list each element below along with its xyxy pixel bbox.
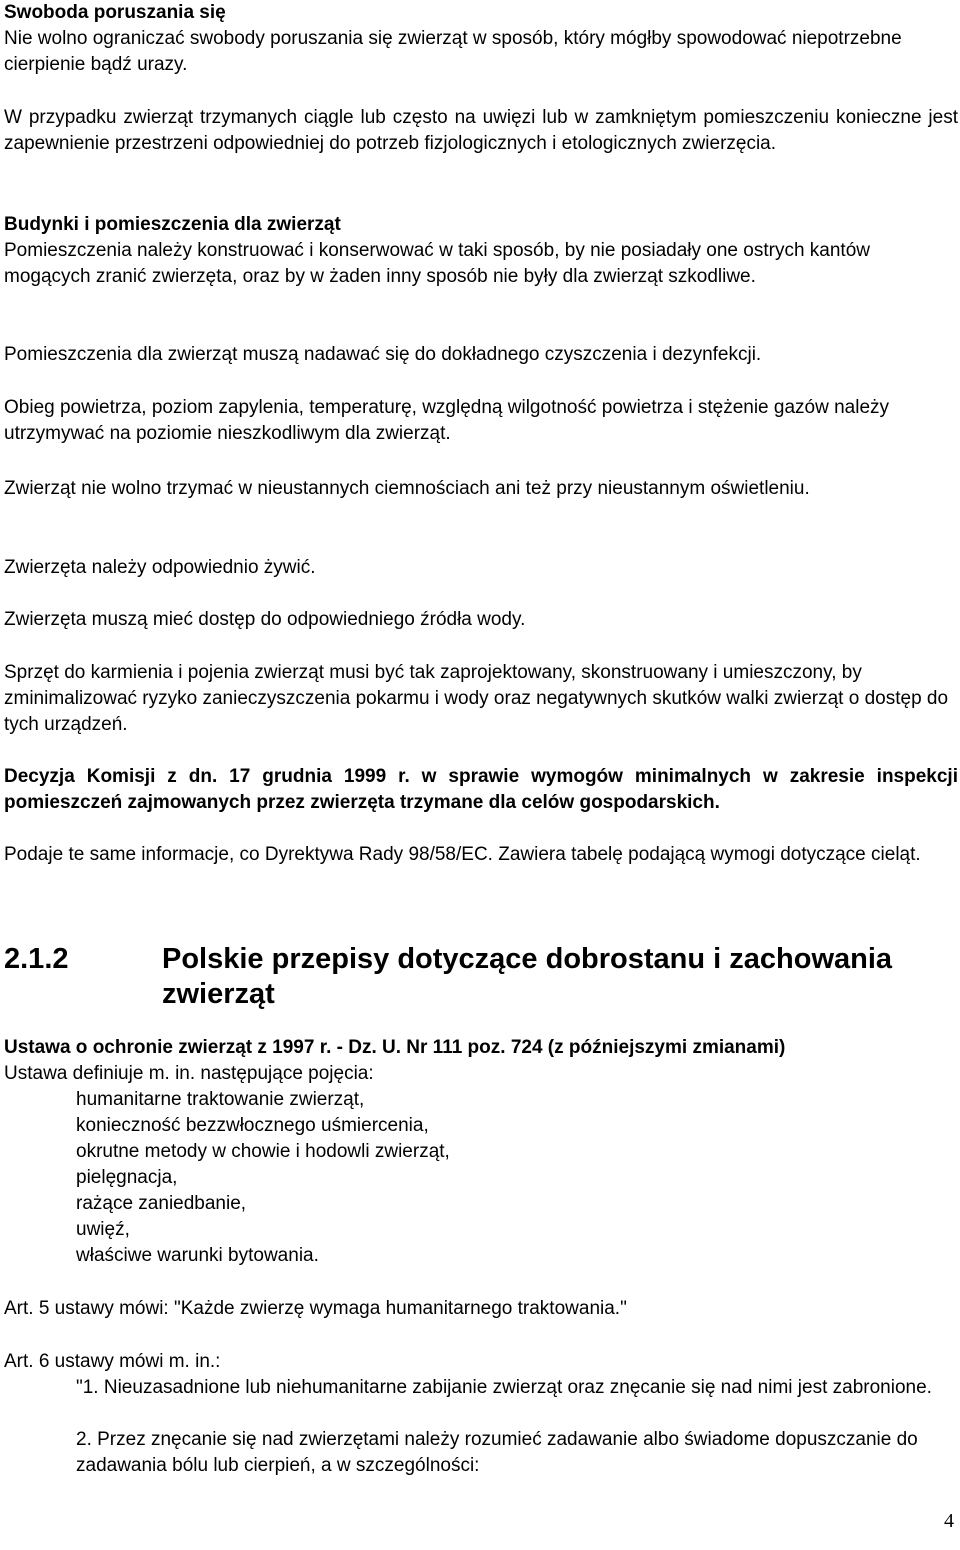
list-item: humanitarne traktowanie zwierząt, <box>76 1089 365 1110</box>
heading-ustawa: Ustawa o ochronie zwierząt z 1997 r. - Dz. U. Nr 111 poz. 724 (z późniejszymi zmianami) <box>4 1037 786 1058</box>
quote-item-2: 2. Przez znęcanie się nad zwierzętami należy rozumieć zadawanie albo świadome dopuszczanie do zadawania bólu lub cierpień, a w szczególności: <box>76 1429 918 1476</box>
quote-item-1: "1. Nieuzasadnione lub niehumanitarne zabijanie zwierząt oraz znęcanie się nad nimi jest zabronione. <box>76 1377 932 1398</box>
terms-list <box>4 1087 960 1269</box>
paragraph: W przypadku zwierząt trzymanych ciągle lub często na uwięzi lub w zamkniętym pomieszczeniu konieczne jest zapewnienie przestrzeni odpowiedniej do potrzeb fizjologicznych i etologicznych zwierzęcia. <box>4 107 958 154</box>
paragraph: Sprzęt do karmienia i pojenia zwierząt musi być tak zaprojektowany, skonstruowany i umieszczony, by zminimalizować ryzyko zanieczyszczenia pokarmu i wody oraz negatywnych skutków walki zwierząt o dostęp do tych urządzeń. <box>4 662 949 735</box>
list-item: uwięź, <box>76 1219 130 1240</box>
paragraph-art6: Art. 6 ustawy mówi m. in.: <box>4 1351 221 1372</box>
paragraph: Pomieszczenia należy konstruować i konserwować w taki sposób, by nie posiadały one ostrych kantów mogących zranić zwierzęta, oraz by w żaden inny sposób nie były dla zwierząt szkodliwe. <box>4 240 870 287</box>
paragraph: Ustawa definiuje m. in. następujące pojęcia: <box>4 1063 374 1084</box>
paragraph: Pomieszczenia dla zwierząt muszą nadawać się do dokładnego czyszczenia i dezynfekcji. <box>4 344 762 365</box>
paragraph: Podaje te same informacje, co Dyrektywa Rady 98/58/EC. Zawiera tabelę podającą wymogi dotyczące cieląt. <box>4 844 921 865</box>
page-number: 4 <box>944 1510 954 1532</box>
paragraph: Nie wolno ograniczać swobody poruszania się zwierząt w sposób, który mógłby spowodować niepotrzebne cierpienie bądź urazy. <box>4 28 902 75</box>
list-item: pielęgnacja, <box>76 1167 178 1188</box>
paragraph: Zwierząt nie wolno trzymać w nieustannych ciemnościach ani też przy nieustannym oświetleniu. <box>4 478 810 499</box>
section-number: 2.1.2 <box>4 943 69 975</box>
section-title: Polskie przepisy dotyczące dobrostanu i zachowania zwierząt <box>162 943 893 1010</box>
list-item: okrutne metody w chowie i hodowli zwierząt, <box>76 1141 450 1162</box>
heading-swoboda: Swoboda poruszania się <box>4 2 226 23</box>
heading-budynki: Budynki i pomieszczenia dla zwierząt <box>4 214 341 235</box>
list-item: właściwe warunki bytowania. <box>76 1245 319 1266</box>
list-item: rażące zaniedbanie, <box>76 1193 247 1214</box>
paragraph: Zwierzęta należy odpowiednio żywić. <box>4 557 316 578</box>
paragraph-art5: Art. 5 ustawy mówi: "Każde zwierzę wymaga humanitarnego traktowania." <box>4 1298 627 1319</box>
paragraph: Zwierzęta muszą mieć dostęp do odpowiedniego źródła wody. <box>4 609 526 630</box>
paragraph: Obieg powietrza, poziom zapylenia, temperaturę, względną wilgotność powietrza i stężenie gazów należy utrzymywać na poziomie nieszkodliwym dla zwierząt. <box>4 397 890 444</box>
list-item: konieczność bezzwłocznego uśmiercenia, <box>76 1115 429 1136</box>
heading-decyzja: Decyzja Komisji z dn. 17 grudnia 1999 r. w sprawie wymogów minimalnych w zakresie inspekcji pomieszczeń zajmowanych przez zwierzęta trzymane dla celów gospodarskich. <box>4 766 958 813</box>
